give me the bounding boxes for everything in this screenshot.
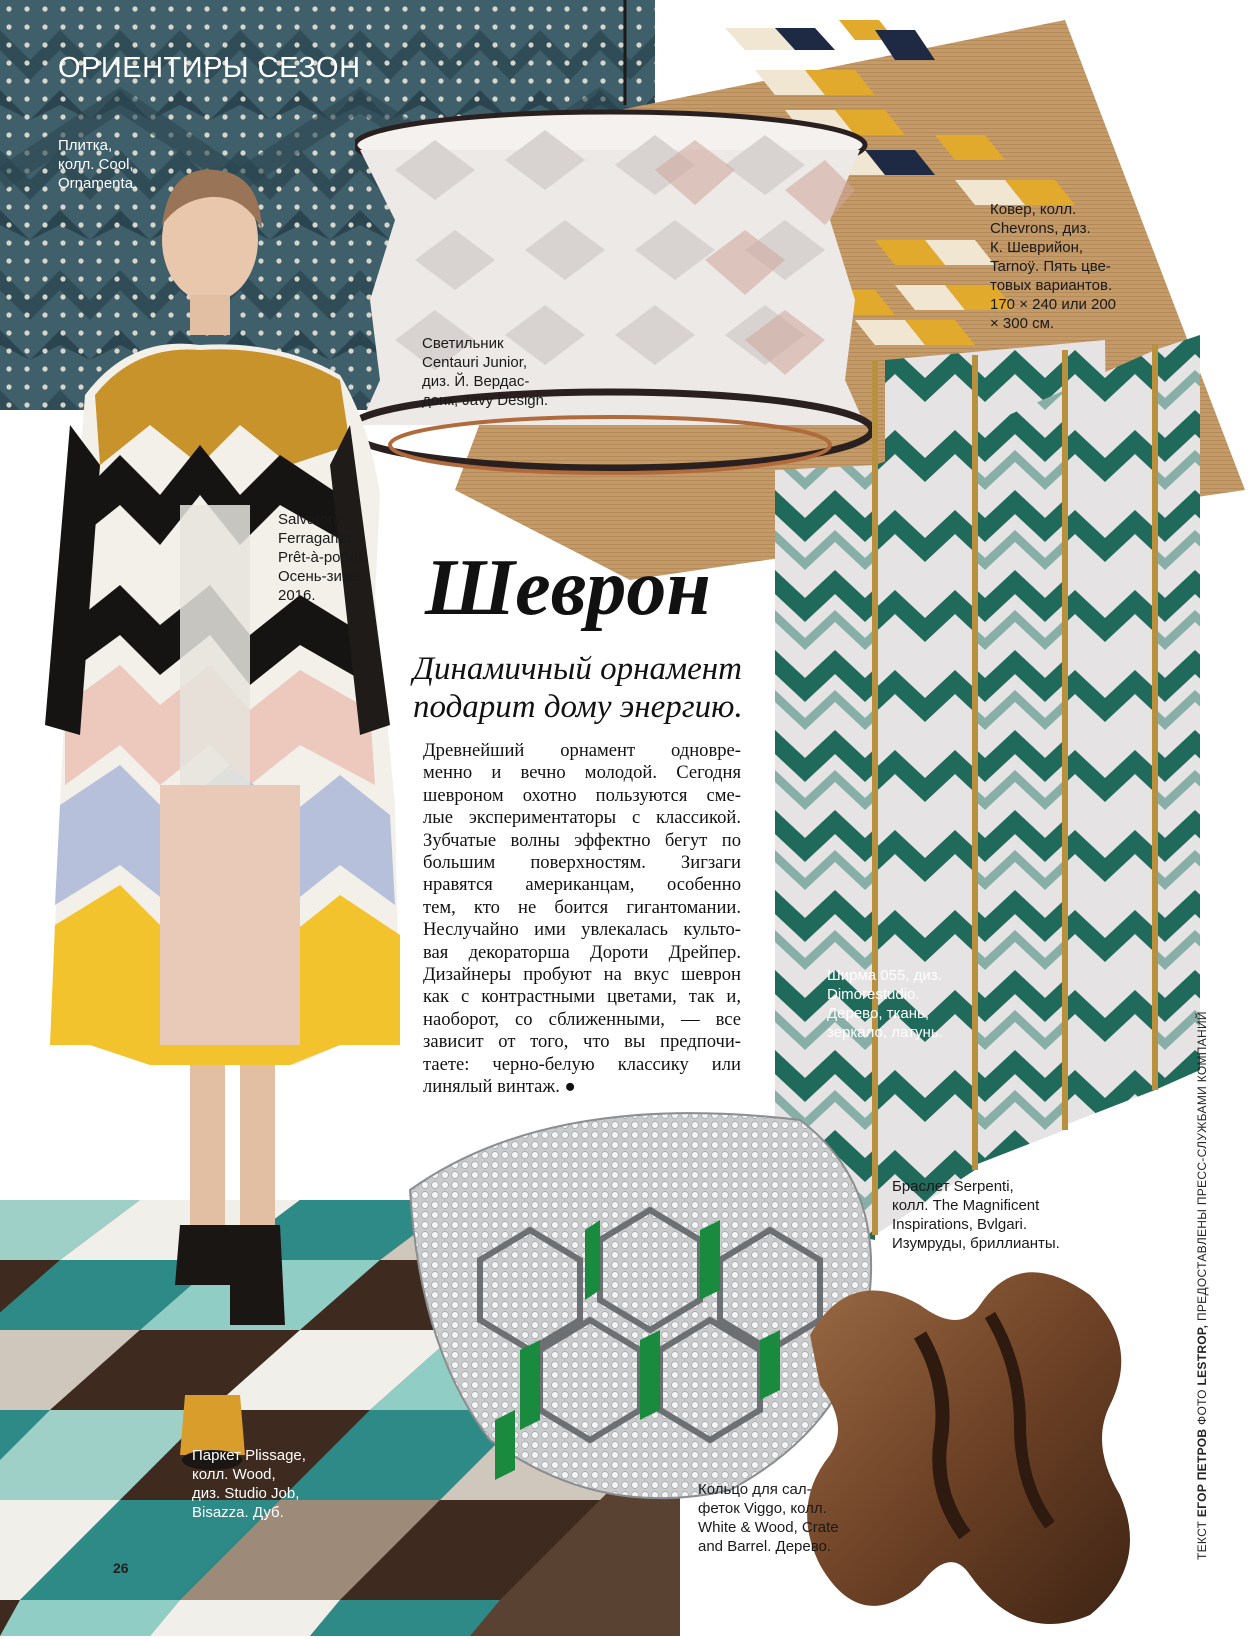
fashion-model-photo: [40, 165, 440, 1555]
caption-rug: Ковер, колл. Chevrons, диз. К. Шеврийон, Tarnoÿ. Пять цве- товых вариантов. 170 × 240 или 200 × 300 см.: [990, 201, 1117, 332]
article-subhead: Динамичный орнамент подарит дому энергию.: [413, 651, 743, 725]
article-body: Древнейший орнамент одновре- менно и вечно молодой. Сегодня шевроном охотно пользуются сме- лые экспериментаторы с классикой. Зубчатые волны эффектно бегут по большим поверхностям. Зигзаги нравятся американцам, особенно тем, кто не боится гигантомании. Неслучайно ими увлекалась культо- вая декораторша Дороти Дрейпер. Дизайнеры пробуют на вкус шеврон как с контрастными цветами, так и, наоборот, со сближенными, — все зависит от того, что вы предпочи- таете: черно-белую классику или линялый винтаж. ●: [423, 740, 741, 1098]
caption-screen: Ширма 055, диз. Dimorestudio. Дерево, ткань, зеркало, латунь.: [827, 967, 943, 1041]
caption-tile: Плитка, колл. Cool, Ornamenta.: [58, 137, 138, 192]
article-headline: Шеврон: [425, 544, 711, 632]
caption-parquet: Паркет Plissage, колл. Wood, диз. Studio Job, Bisazza. Дуб.: [192, 1447, 306, 1521]
caption-bracelet: Браслет Serpenti, колл. The Magnificent Inspirations, Bvlgari. Изумруды, бриллианты.: [892, 1178, 1060, 1252]
photo-credits: ТЕКСТ ЕГОР ПЕТРОВ ФОТО LESTROP, ПРЕДОСТАВЛЕНЫ ПРЕСС-СЛУЖБАМИ КОМПАНИЙ: [1195, 1011, 1209, 1560]
caption-lamp: Светильник Centauri Junior, диз. Й. Вердас- донк, Javy Design.: [422, 335, 549, 409]
page-number: 26: [113, 1560, 129, 1576]
caption-napkin-ring: Кольцо для сал- феток Viggo, колл. White & Wood, Crate and Barrel. Дерево.: [698, 1481, 839, 1555]
section-title-sub: СЕЗОН: [257, 52, 361, 84]
napkin-ring-photo: [790, 1245, 1160, 1635]
caption-fashion: Salvatore Ferragamo. Prêt-à-porter. Осень-зима 2016.: [278, 511, 367, 604]
section-title-main: ОРИЕНТИРЫ: [58, 52, 250, 84]
section-title: [58, 52, 361, 85]
